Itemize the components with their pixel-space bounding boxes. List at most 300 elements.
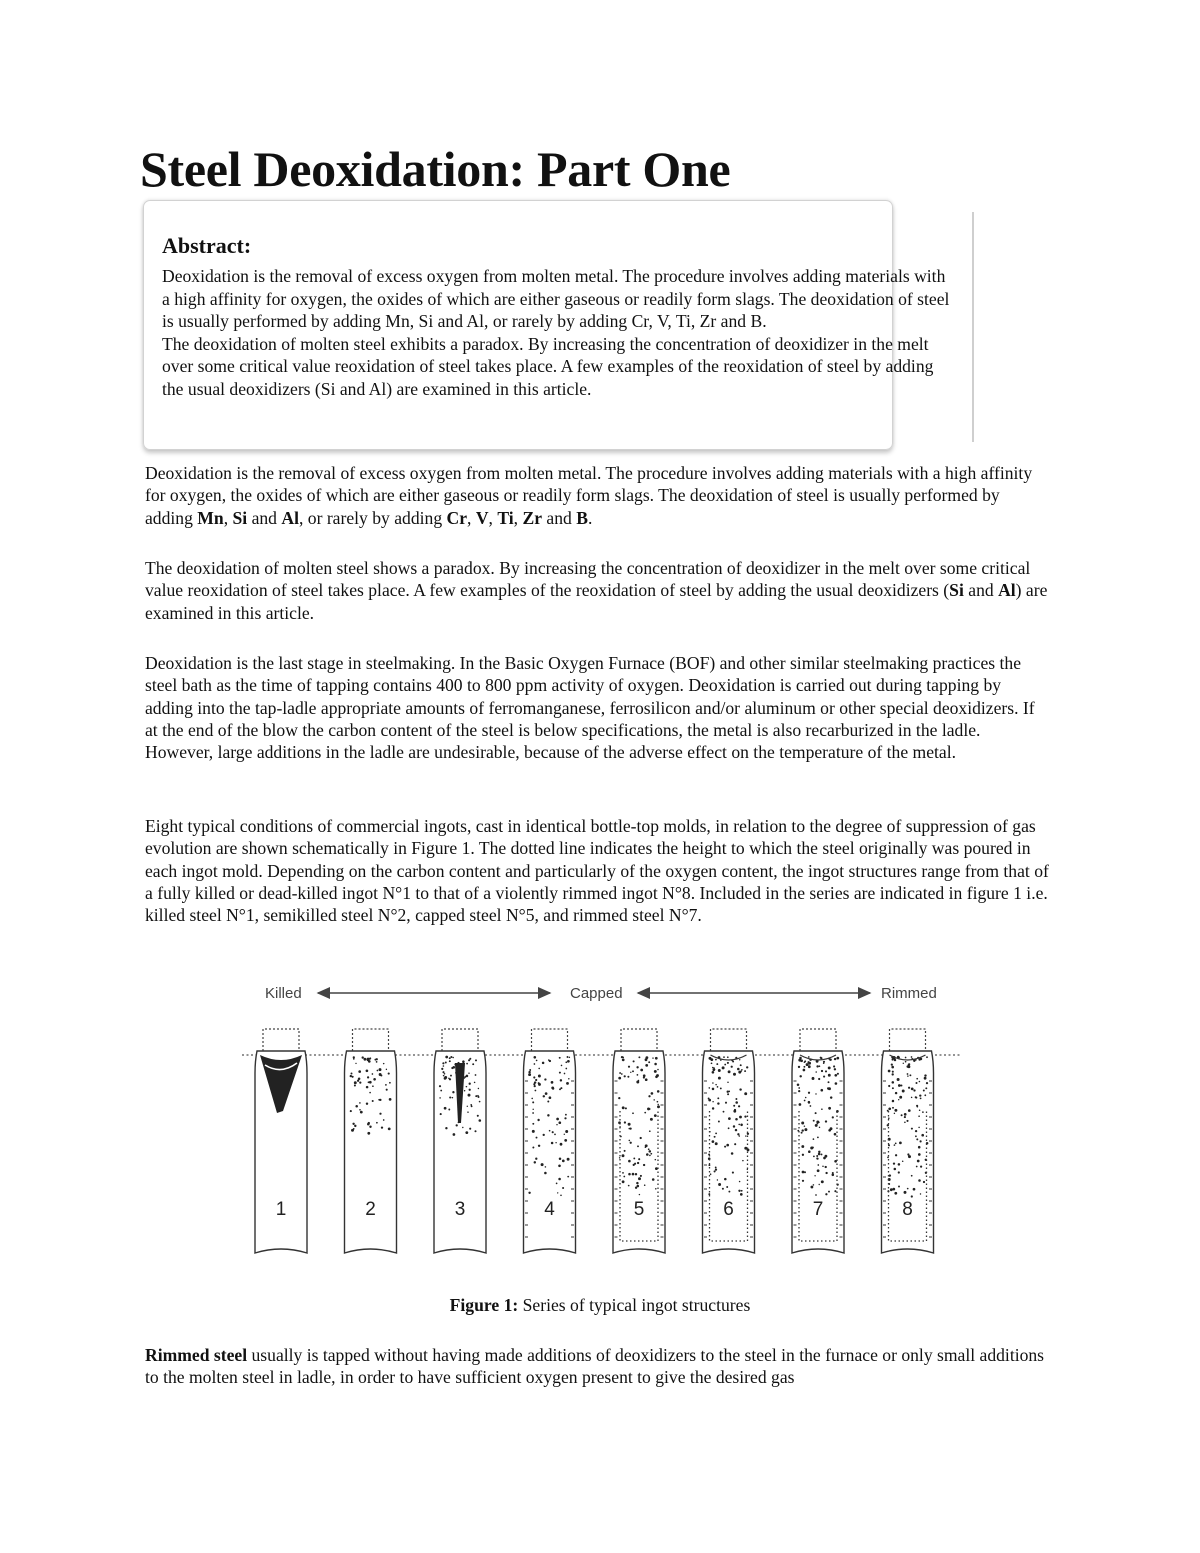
blowhole-dot (892, 1188, 895, 1191)
blowhole-dot (451, 1067, 453, 1069)
ingot-2 (345, 1029, 397, 1253)
blowhole-dot (559, 1057, 561, 1059)
blowhole-dot (798, 1087, 800, 1089)
blowhole-dot (825, 1172, 827, 1174)
blowhole-dot (462, 1127, 463, 1128)
blowhole-dot (544, 1172, 547, 1175)
blowhole-dot (386, 1069, 387, 1070)
blowhole-dot (715, 1084, 717, 1086)
blowhole-dot (650, 1153, 652, 1155)
blowhole-dot (638, 1158, 640, 1160)
figure-ingot-structures (230, 975, 970, 1265)
element-al: Al (998, 580, 1016, 601)
ingot-number: 2 (365, 1199, 376, 1220)
blowhole-dot (804, 1100, 806, 1102)
blowhole-dot (528, 1071, 530, 1073)
blowhole-dot (731, 1152, 734, 1155)
blowhole-dot (746, 1066, 748, 1068)
blowhole-dot (535, 1158, 537, 1160)
blowhole-dot (804, 1128, 807, 1131)
blowhole-dot (739, 1181, 741, 1183)
ingot-1 (255, 1029, 307, 1253)
element-mn: Mn (197, 507, 224, 528)
ingot-4 (524, 1029, 576, 1253)
blowhole-dot (918, 1115, 920, 1117)
blowhole-dot (466, 1063, 468, 1065)
blowhole-dot (907, 1065, 910, 1068)
blowhole-dot (532, 1109, 533, 1110)
blowhole-dot (902, 1090, 905, 1093)
text-run: , (513, 507, 523, 528)
blowhole-dot (628, 1173, 631, 1176)
blowhole-dot (440, 1113, 442, 1115)
blowhole-dot (444, 1073, 446, 1075)
ingot-cap-outline (442, 1029, 478, 1051)
blowhole-dot (740, 1124, 743, 1127)
ingot-number: 8 (902, 1199, 913, 1220)
blowhole-dot (624, 1150, 626, 1152)
blowhole-dot (717, 1102, 719, 1104)
blowhole-dot (358, 1077, 361, 1080)
blowhole-dot (374, 1059, 376, 1061)
blowhole-dot (449, 1057, 451, 1059)
blowhole-dot (653, 1099, 655, 1101)
blowhole-dot (467, 1106, 468, 1107)
blowhole-dot (909, 1074, 911, 1076)
blowhole-dot (888, 1070, 891, 1073)
ingot-cap-outline (353, 1029, 389, 1051)
blowhole-dot (741, 1190, 743, 1192)
blowhole-dot (622, 1180, 625, 1183)
blowhole-dot (712, 1071, 715, 1074)
blowhole-dot (551, 1081, 553, 1083)
body-paragraph-ingots: Eight typical conditions of commercial ingots, cast in identical bottle-top molds, in relation to the degree of suppression of gas evolution are shown schematically in Figure 1. The dotted line indicates the height to which the steel originally was poured in each ingot mold. Depending on the carbon content and particularly of the oxygen content, the ingot structures range from that of a fully killed or dead-killed ingot N°1 to that of a violently rimmed ingot N°8. Included in the series are indicated in figure 1 i.e. killed steel N°1, semikilled steel N°2, capped steel N°5, and rimmed steel N°7. (145, 816, 1049, 926)
blowhole-dot (821, 1180, 824, 1183)
blowhole-dot (892, 1073, 894, 1075)
blowhole-dot (551, 1087, 554, 1090)
ingot-body-outline (703, 1051, 755, 1253)
blowhole-dot (808, 1065, 811, 1068)
blowhole-dot (722, 1066, 725, 1069)
blowhole-dot (918, 1127, 920, 1129)
abstract-side-rule (972, 212, 974, 442)
blowhole-dot (898, 1186, 900, 1188)
ingot-7 (792, 1029, 844, 1253)
blowhole-dot (368, 1081, 370, 1083)
blowhole-dot (652, 1178, 655, 1181)
blowhole-dot (893, 1162, 895, 1164)
blowhole-dot (623, 1176, 625, 1178)
blowhole-dot (564, 1073, 566, 1075)
blowhole-dot (899, 1142, 902, 1145)
blowhole-dot (640, 1069, 643, 1072)
blowhole-dot (727, 1081, 729, 1083)
ingot-number: 6 (723, 1199, 734, 1220)
blowhole-dot (532, 1130, 535, 1133)
blowhole-dot (475, 1095, 477, 1097)
blowhole-dot (803, 1066, 805, 1068)
blowhole-dot (724, 1146, 726, 1148)
blowhole-dot (367, 1132, 370, 1135)
blowhole-dot (724, 1178, 727, 1181)
blowhole-dot (657, 1069, 659, 1071)
blowhole-dot (891, 1066, 894, 1069)
blowhole-dot (618, 1097, 620, 1099)
blowhole-dot (913, 1089, 915, 1091)
blowhole-dot (362, 1056, 364, 1058)
blowhole-dot (799, 1075, 801, 1077)
blowhole-dot (439, 1097, 441, 1099)
blowhole-dot (808, 1150, 811, 1153)
blowhole-dot (645, 1146, 647, 1148)
blowhole-dot (619, 1157, 620, 1158)
blowhole-dot (624, 1121, 626, 1123)
blowhole-dot (888, 1144, 890, 1146)
blowhole-dot (713, 1067, 715, 1069)
blowhole-dot (628, 1123, 631, 1126)
blowhole-dot (798, 1066, 800, 1068)
blowhole-dot (728, 1070, 731, 1073)
blowhole-dot (542, 1062, 545, 1065)
ingot-cap-outline (532, 1029, 568, 1051)
blowhole-dot (904, 1113, 907, 1116)
blowhole-dot (649, 1130, 651, 1132)
blowhole-dot (733, 1105, 735, 1107)
blowhole-dot (728, 1091, 730, 1093)
blowhole-dot (469, 1089, 471, 1091)
blowhole-dot (803, 1069, 806, 1072)
blowhole-dot (817, 1164, 819, 1166)
blowhole-dot (740, 1193, 743, 1196)
blowhole-dot (529, 1069, 531, 1071)
blowhole-dot (739, 1088, 741, 1090)
ingot-diagram (230, 975, 970, 1265)
blowhole-dot (541, 1163, 544, 1166)
blowhole-dot (372, 1100, 374, 1102)
blowhole-dot (354, 1081, 357, 1084)
blowhole-dot (812, 1147, 814, 1149)
blowhole-dot (710, 1173, 712, 1175)
blowhole-dot (381, 1126, 383, 1128)
blowhole-dot (637, 1145, 639, 1147)
blowhole-dot (812, 1077, 815, 1080)
blowhole-dot (625, 1107, 627, 1109)
blowhole-dot (887, 1157, 889, 1159)
blowhole-dot (565, 1061, 567, 1063)
blowhole-dot (799, 1103, 802, 1106)
blowhole-dot (633, 1164, 635, 1166)
blowhole-dot (903, 1063, 904, 1064)
text-run: and (963, 580, 999, 601)
blowhole-dot (897, 1078, 900, 1081)
blowhole-dot (628, 1066, 630, 1068)
blowhole-dot (655, 1188, 657, 1190)
blowhole-dot (920, 1140, 922, 1142)
blowhole-dot (622, 1059, 625, 1062)
blowhole-dot (907, 1153, 909, 1155)
blowhole-dot (904, 1191, 907, 1194)
blowhole-dot (537, 1119, 539, 1121)
blowhole-dot (440, 1090, 442, 1092)
blowhole-dot (366, 1069, 369, 1072)
blowhole-dot (351, 1073, 353, 1075)
blowhole-dot (733, 1110, 736, 1113)
blowhole-dot (442, 1062, 444, 1064)
blowhole-dot (823, 1061, 825, 1063)
blowhole-dot (628, 1128, 630, 1130)
blowhole-dot (813, 1138, 815, 1140)
blowhole-dot (622, 1106, 625, 1109)
ingot-cap-outline (263, 1029, 299, 1051)
element-v: V (475, 507, 489, 528)
blowhole-dot (804, 1060, 806, 1062)
blowhole-dot (802, 1154, 804, 1156)
blowhole-dot (657, 1090, 660, 1093)
blowhole-dot (474, 1130, 476, 1132)
blowhole-dot (558, 1121, 561, 1124)
blowhole-dot (740, 1064, 742, 1066)
blowhole-dot (567, 1056, 569, 1058)
blowhole-dot (475, 1059, 477, 1061)
blowhole-dot (825, 1120, 827, 1122)
blowhole-dot (556, 1124, 557, 1125)
blowhole-dot (562, 1187, 564, 1189)
blowhole-dot (737, 1133, 739, 1135)
blowhole-dot (648, 1148, 650, 1150)
blowhole-dot (654, 1070, 657, 1073)
blowhole-dot (538, 1145, 540, 1147)
blowhole-dot (372, 1085, 374, 1087)
blowhole-dot (717, 1086, 719, 1088)
blowhole-dot (917, 1160, 920, 1163)
blowhole-dot (909, 1063, 911, 1065)
blowhole-dot (462, 1060, 465, 1063)
caption-text: Series of typical ingot structures (518, 1295, 751, 1315)
blowhole-dot (801, 1122, 804, 1125)
blowhole-dot (911, 1128, 913, 1130)
blowhole-dot (920, 1098, 922, 1100)
blowhole-dot (638, 1177, 641, 1180)
blowhole-dot (350, 1110, 352, 1112)
blowhole-dot (636, 1066, 638, 1068)
blowhole-dot (558, 1178, 561, 1181)
blowhole-dot (367, 1058, 370, 1061)
element-ti: Ti (497, 507, 514, 528)
blowhole-dot (453, 1133, 456, 1136)
blowhole-dot (643, 1164, 645, 1166)
blowhole-dot (389, 1098, 392, 1101)
blowhole-dot (717, 1179, 718, 1180)
blowhole-dot (388, 1128, 391, 1131)
blowhole-dot (720, 1087, 722, 1089)
blowhole-dot (924, 1077, 927, 1080)
blowhole-dot (917, 1106, 919, 1108)
blowhole-dot (801, 1145, 804, 1148)
blowhole-dot (364, 1058, 367, 1061)
blowhole-dot (452, 1097, 454, 1099)
blowhole-dot (628, 1185, 630, 1187)
blowhole-dot (549, 1096, 552, 1099)
blowhole-dot (444, 1076, 447, 1079)
blowhole-dot (715, 1168, 717, 1170)
blowhole-dot (650, 1118, 653, 1121)
caption-label: Figure 1: (449, 1295, 519, 1315)
blowhole-dot (806, 1063, 809, 1066)
blowhole-dot (808, 1056, 810, 1058)
abstract-heading: Abstract: (162, 233, 252, 258)
blowhole-dot (652, 1057, 653, 1058)
blowhole-dot (925, 1087, 927, 1089)
blowhole-dot (915, 1082, 917, 1084)
blowhole-dot (905, 1057, 907, 1059)
blowhole-dot (549, 1130, 551, 1132)
blowhole-dot (636, 1182, 638, 1184)
blowhole-dot (645, 1078, 648, 1081)
blowhole-dot (835, 1082, 838, 1085)
blowhole-dot (466, 1075, 469, 1078)
blowhole-dot (535, 1090, 537, 1092)
blowhole-dot (639, 1194, 640, 1195)
blowhole-dot (735, 1098, 737, 1100)
blowhole-dot (478, 1088, 479, 1089)
blowhole-dot (807, 1061, 809, 1063)
blowhole-dot (448, 1078, 449, 1079)
blowhole-dot (737, 1068, 740, 1071)
blowhole-dot (815, 1071, 817, 1073)
blowhole-dot (911, 1088, 914, 1091)
blowhole-dot (567, 1176, 569, 1178)
blowhole-dot (470, 1104, 472, 1106)
blowhole-dot (828, 1074, 831, 1077)
blowhole-dot (445, 1062, 447, 1064)
element-b: B (576, 507, 588, 528)
blowhole-dot (548, 1059, 550, 1061)
blowhole-dot (654, 1063, 657, 1066)
blowhole-dot (558, 1165, 561, 1168)
blowhole-dot (836, 1057, 839, 1060)
blowhole-dot (815, 1112, 817, 1114)
blowhole-dot (630, 1142, 632, 1144)
ingot-6 (703, 1029, 755, 1253)
blowhole-dot (828, 1066, 831, 1069)
blowhole-dot (372, 1073, 374, 1075)
blowhole-dot (657, 1101, 659, 1103)
blowhole-dot (802, 1129, 804, 1131)
blowhole-dot (441, 1068, 443, 1070)
blowhole-dot (907, 1073, 909, 1075)
blowhole-dot (714, 1170, 716, 1172)
blowhole-dot (804, 1125, 805, 1126)
blowhole-dot (810, 1105, 812, 1107)
blowhole-dot (894, 1059, 896, 1061)
blowhole-dot (926, 1082, 928, 1084)
blowhole-dot (744, 1092, 747, 1095)
blowhole-dot (827, 1087, 829, 1089)
blowhole-dot (723, 1111, 725, 1113)
blowhole-dot (724, 1064, 726, 1066)
blowhole-dot (624, 1075, 626, 1077)
blowhole-dot (734, 1143, 736, 1145)
blowhole-dot (911, 1175, 913, 1177)
blowhole-dot (649, 1155, 651, 1157)
blowhole-dot (622, 1057, 624, 1059)
blowhole-dot (818, 1078, 820, 1080)
blowhole-dot (560, 1195, 562, 1197)
blowhole-dot (560, 1079, 562, 1081)
blowhole-dot (469, 1128, 471, 1130)
blowhole-dot (837, 1073, 839, 1075)
blowhole-dot (564, 1117, 566, 1119)
blowhole-dot (547, 1114, 549, 1116)
blowhole-dot (739, 1116, 742, 1119)
blowhole-dot (815, 1194, 817, 1196)
blowhole-dot (715, 1142, 718, 1145)
blowhole-dot (818, 1153, 821, 1156)
blowhole-dot (629, 1140, 631, 1142)
blowhole-dot (919, 1094, 921, 1096)
blowhole-dot (915, 1130, 917, 1132)
blowhole-dot (735, 1101, 738, 1104)
blowhole-dot (645, 1056, 648, 1059)
blowhole-dot (543, 1134, 545, 1136)
blowhole-dot (821, 1108, 823, 1110)
blowhole-dot (813, 1120, 815, 1122)
blowhole-dot (545, 1092, 548, 1095)
blowhole-dot (450, 1056, 452, 1058)
blowhole-dot (474, 1082, 476, 1084)
blowhole-dot (545, 1166, 547, 1168)
blowhole-dot (834, 1190, 836, 1192)
blowhole-dot (918, 1179, 921, 1182)
blowhole-dot (386, 1089, 388, 1091)
blowhole-dot (632, 1173, 635, 1176)
blowhole-dot (923, 1181, 925, 1183)
blowhole-dot (830, 1096, 832, 1098)
blowhole-dot (568, 1078, 570, 1080)
blowhole-dot (710, 1058, 713, 1061)
element-al: Al (281, 507, 299, 528)
text-run: , (223, 507, 233, 528)
blowhole-dot (833, 1065, 835, 1067)
blowhole-dot (738, 1190, 740, 1192)
element-si: Si (232, 507, 248, 528)
blowhole-dot (819, 1127, 820, 1128)
blowhole-dot (528, 1192, 530, 1194)
figure-caption (0, 1294, 1200, 1316)
blowhole-dot (816, 1155, 818, 1157)
abstract-body (162, 265, 952, 400)
blowhole-dot (922, 1111, 924, 1113)
blowhole-dot (532, 1123, 534, 1125)
blowhole-dot (376, 1061, 378, 1063)
blowhole-dot (805, 1097, 807, 1099)
blowhole-dot (646, 1153, 649, 1156)
blowhole-dot (637, 1162, 639, 1164)
blowhole-dot (828, 1191, 830, 1193)
text-run: Deoxidation is the removal of excess oxygen from molten metal. The procedure involves adding materials with a high affinity for oxygen, the oxides of which are either gaseous or readily form slags. The deoxidation of steel is usually performed by adding (145, 463, 1033, 528)
page-title: Steel Deoxidation: Part One (140, 141, 731, 197)
blowhole-dot (532, 1146, 534, 1148)
blowhole-dot (832, 1174, 835, 1177)
blowhole-dot (622, 1154, 625, 1157)
blowhole-dot (355, 1063, 356, 1064)
blowhole-dot (797, 1084, 800, 1087)
blowhole-dot (898, 1171, 900, 1173)
blowhole-dot (727, 1093, 729, 1095)
blowhole-dot (378, 1099, 380, 1101)
blowhole-dot (894, 1192, 897, 1195)
blowhole-dot (924, 1094, 926, 1096)
